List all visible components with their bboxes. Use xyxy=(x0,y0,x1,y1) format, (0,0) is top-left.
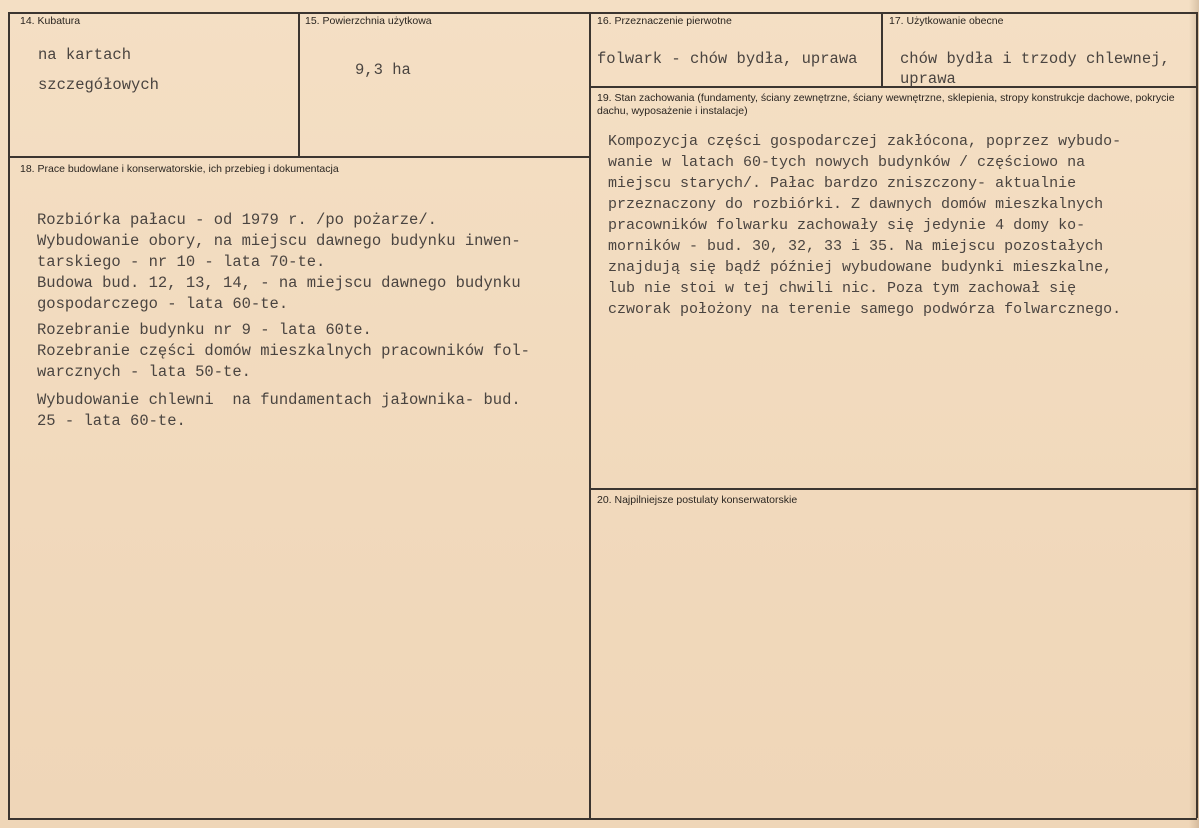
field-17-value: chów bydła i trzody chlewnej, uprawa xyxy=(900,50,1170,88)
rule-14-15-divider xyxy=(298,12,300,156)
rule-16-17-divider xyxy=(881,12,883,86)
rule-center-divider xyxy=(589,12,591,818)
rule-field-20-top xyxy=(590,488,1197,490)
rule-left-section-divider xyxy=(8,156,590,158)
paper-edge-shadow xyxy=(1189,0,1199,828)
field-14-label: 14. Kubatura xyxy=(20,15,81,27)
field-19-value: Kompozycja części gospodarczej zakłócona, poprzez wybudo- wanie w latach 60-tych nowych budynków / częściowo na miejscu starych/. Pałac bardzo zniszczony- aktualnie przeznaczony do rozbiórki. Z dawnych domów mieszkalnych pracowników folwarku zachowały się jedynie 4 domy ko- morników - bud. 30, 32, 33 i 35. Na miejscu pozostałych znajdują się bądź później wybudowane budynki mieszkalne, lub nie stoi w tej chwili nic. Poza tym zachował się czworak położony na terenie samego podwórza folwarcznego. xyxy=(608,133,1122,318)
field-18-label: 18. Prace budowlane i konserwatorskie, ich przebieg i dokumentacja xyxy=(20,163,339,175)
field-19-label: 19. Stan zachowania (fundamenty, ściany zewnętrzne, ściany wewnętrzne, sklepienia, stropy konstrukcje dachowe, pokrycie dachu, wyposażenie i instalacje) xyxy=(597,92,1175,117)
rule-left-border xyxy=(8,12,10,818)
field-15-label: 15. Powierzchnia użytkowa xyxy=(305,15,432,27)
field-14-value: na kartach szczegółowych xyxy=(38,46,159,94)
top-rule xyxy=(8,12,1197,14)
field-16-value: folwark - chów bydła, uprawa xyxy=(597,50,858,68)
field-18-value-block-3: Wybudowanie chlewni na fundamentach jałownika- bud. 25 - lata 60-te. xyxy=(37,391,521,430)
field-16-label: 16. Przeznaczenie pierwotne xyxy=(597,15,732,27)
field-18-value-block-1: Rozbiórka pałacu - od 1979 r. /po pożarze/. Wybudowanie obory, na miejscu dawnego budynku inwen- tarskiego - nr 10 - lata 70-te. Budowa bud. 12, 13, 14, - na miejscu dawnego budynku gospodarczego - lata 60-te. xyxy=(37,211,521,313)
field-20-label: 20. Najpilniejsze postulaty konserwatorskie xyxy=(597,494,798,506)
bottom-rule xyxy=(8,818,1197,820)
field-17-label: 17. Użytkowanie obecne xyxy=(889,15,1004,27)
field-15-value: 9,3 ha xyxy=(355,61,411,79)
field-18-value-block-2: Rozebranie budynku nr 9 - lata 60te. Rozebranie części domów mieszkalnych pracowników fol- warcznych - lata 50-te. xyxy=(37,321,530,381)
